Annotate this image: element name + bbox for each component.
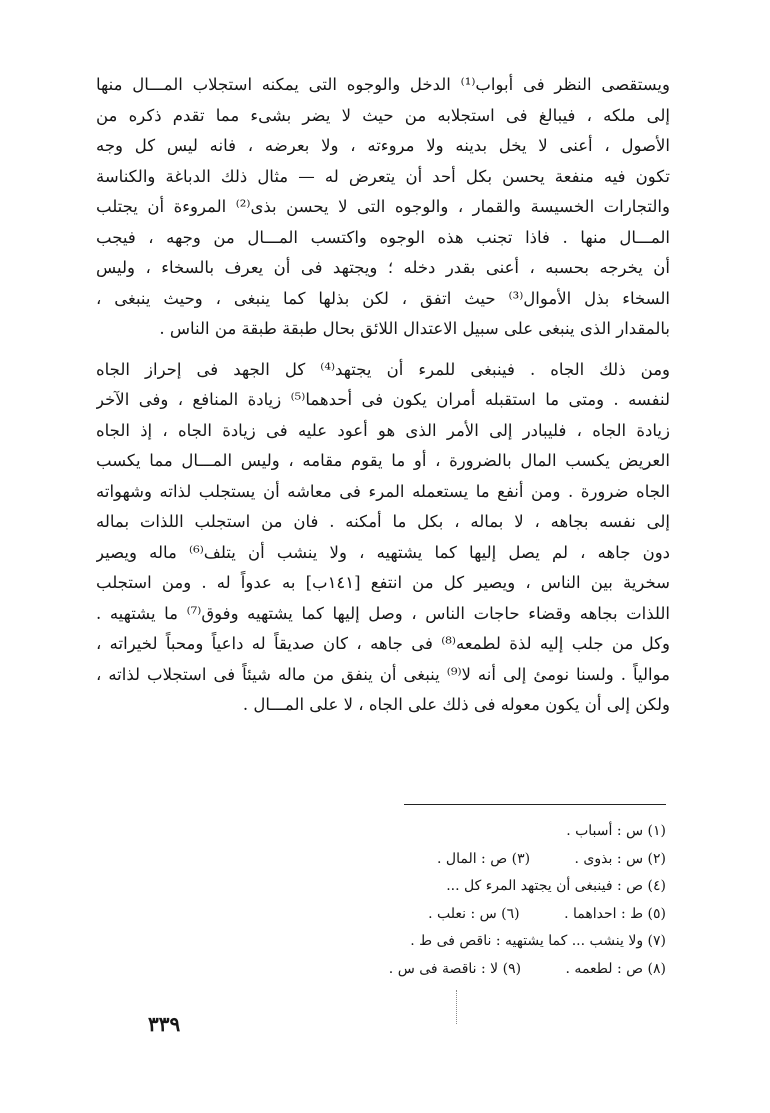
page-number: ٣٣٩ <box>148 1012 181 1036</box>
text-line: السخاء بذل الأموال⁽³⁾ حيث اتفق ، لكن بذلها كما ينبغى ، وحيث ينبغى ، <box>96 288 670 308</box>
text-line: زيادة الجاه ، فليبادر إلى الأمر الذى هو أعود عليه فى زيادة الجاه ، إذ الجاه <box>96 420 670 440</box>
text-line: تكون فيه منفعة يحسن بكل أحد أن يتعرض له — مثال ذلك الدباغة والكناسة <box>96 166 670 186</box>
text-line: بالمقدار الذى ينبغى على سبيل الاعتدال اللائق بحال طبقة طبقة من الناس . <box>159 319 670 338</box>
text-line: سخرية بين الناس ، ويصير كل من انتفع [١٤١ب] به عدواً له . ومن استجلب <box>96 573 670 592</box>
body-text <box>96 70 670 721</box>
paragraph <box>96 355 670 721</box>
footnote: (٦) س : نعلب . <box>428 905 520 922</box>
paragraph <box>96 70 670 345</box>
text-line: أن يخرجه بحسبه ، أعنى بقدر دخله ؛ ويجتهد فى أن يعرف بالسخاء ، وليس <box>96 258 670 277</box>
footnote-row <box>180 846 666 874</box>
footnote-row <box>180 928 666 956</box>
footnote: (٢) س : بذوى . <box>574 850 666 867</box>
footnote-row <box>180 956 666 984</box>
footnote-row <box>180 873 666 901</box>
text-line: الأصول ، أعنى لا يخل بدينه ولا مروءته ، ولا بعرضه ، فانه ليس كل وجه <box>96 136 670 155</box>
footnote-row <box>180 818 666 846</box>
footnotes <box>180 818 666 983</box>
footnote: (٨) ص : لطعمه . <box>565 960 666 977</box>
gutter-mark <box>456 990 457 1024</box>
text-line: الجاه ضرورة . ومن أنفع ما يستعمله المرء فى معاشه أن يستجلب لذاته وشهواته <box>96 481 670 501</box>
text-line: والتجارات الخسيسة والقمار ، والوجوه التى لا يحسن بذى⁽²⁾ المروءة أن يجتلب <box>96 197 670 216</box>
text-line: وكل من جلب إليه لذة لطمعه⁽⁸⁾ فى جاهه ، كان صديقاً له داعياً ومحباً لخيراته ، <box>96 634 670 653</box>
text-line: لنفسه . ومتى ما استقبله أمران يكون فى أحدهما⁽⁵⁾ زيادة المنافع ، وفى الآخر <box>96 390 670 409</box>
text-line: إلى نفسه بجاهه ، لا بماله ، بكل ما أمكنه . فان من استجلب اللذات بماله <box>96 512 670 531</box>
footnote: (٤) ص : فينبغى أن يجتهد المرء كل ... <box>446 878 666 894</box>
text-line: إلى ملكه ، فيبالغ فى استجلابه من حيث لا يضر بشىء مما تقدم ذكره من <box>96 105 670 125</box>
text-line: ويستقصى النظر فى أبواب⁽¹⁾ الدخل والوجوه التى يمكنه استجلاب المـــال منها <box>96 75 670 94</box>
footnote: (٧) ولا ينشب ... كما يشتهيه : ناقص فى ط . <box>410 933 666 949</box>
footnote-row <box>180 901 666 929</box>
paragraph-gap <box>96 345 670 355</box>
footnote: (١) س : أسباب . <box>566 823 666 839</box>
text-line: العريض يكسب المال بالضرورة ، أو ما يقوم مقامه ، وليس المـــال مما يكسب <box>96 451 670 470</box>
footnote: (٩) لا : ناقصة فى س . <box>388 960 522 977</box>
text-line: موالياً . ولسنا نومئ إلى أنه لا⁽⁹⁾ ينبغى أن ينفق من ماله شيئاً فى استجلاب لذاته ، <box>96 664 670 684</box>
text-line: ولكن إلى أن يكون معوله فى ذلك على الجاه ، لا على المـــال . <box>242 695 670 714</box>
footnote: (٣) ص : المال . <box>437 850 531 867</box>
text-line: دون جاهه ، لم يصل إليها كما يشتهيه ، ولا ينشب أن يتلف⁽⁶⁾ ماله ويصير <box>96 542 670 562</box>
text-line: اللذات بجاهه وقضاء حاجات الناس ، وصل إليها كما يشتهيه وفوق⁽⁷⁾ ما يشتهيه . <box>96 603 670 623</box>
text-line: ومن ذلك الجاه . فينبغى للمرء أن يجتهد⁽⁴⁾ كل الجهد فى إحراز الجاه <box>96 359 670 379</box>
footnote: (٥) ط : احداهما . <box>564 905 666 922</box>
footnote-divider <box>404 804 666 805</box>
text-line: المـــال منها . فاذا تجنب هذه الوجوه واكتسب المـــال من وجهه ، فيجب <box>96 227 670 247</box>
